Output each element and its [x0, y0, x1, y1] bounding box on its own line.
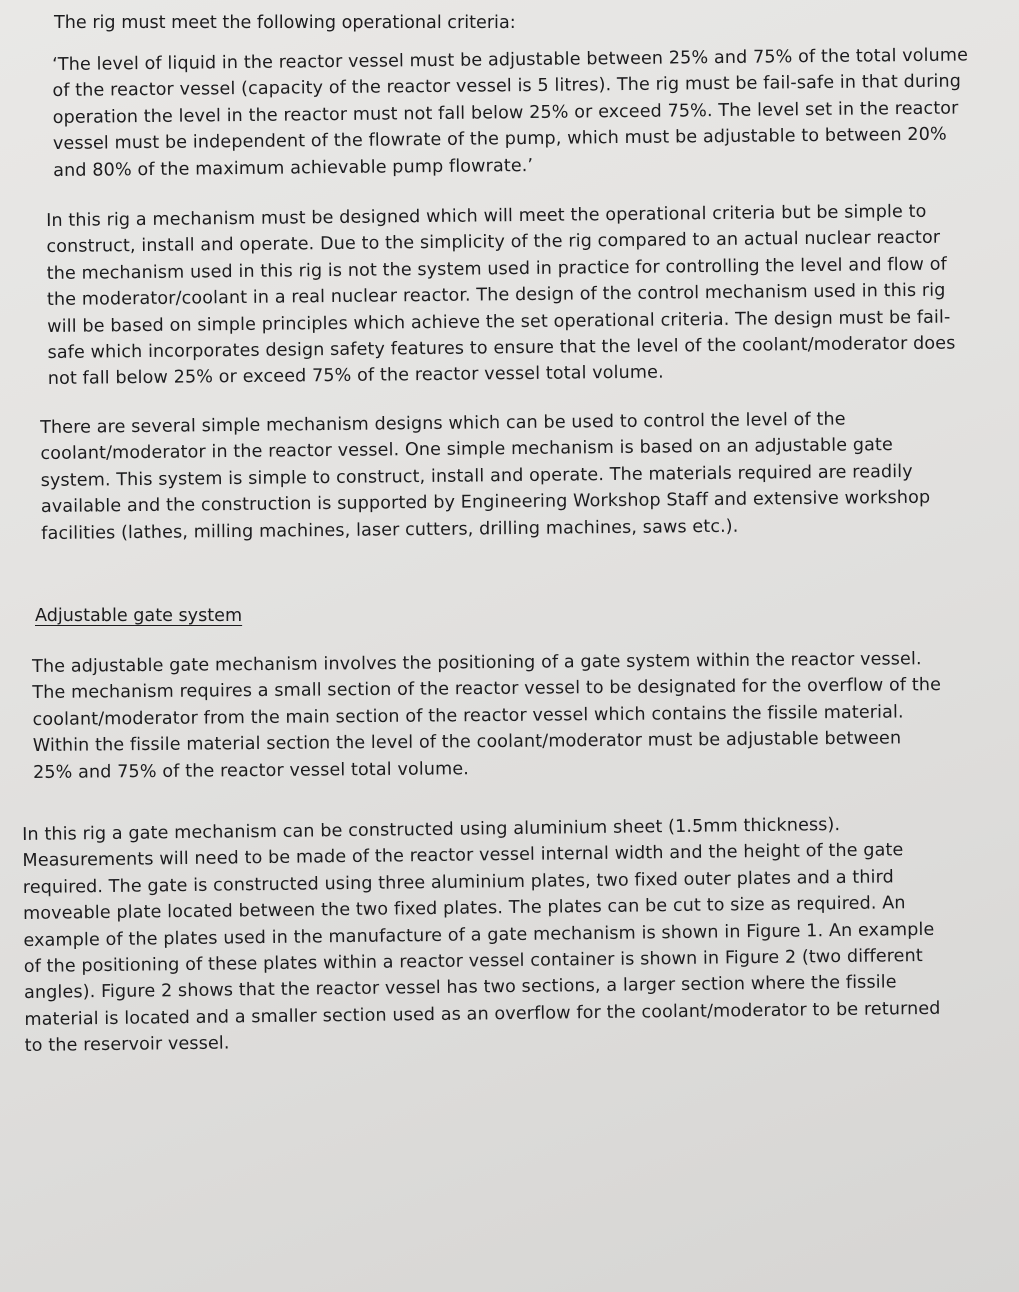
paragraph-line: coolant/moderator from the main section of the reactor vessel which contains the fissile material. [32, 702, 904, 730]
paragraph-line: the mechanism used in this rig is not the system used in practice for controlling the level and flow of [46, 254, 947, 284]
paragraph-line: not fall below 25% or exceed 75% of the reactor vessel total volume. [47, 362, 664, 390]
paragraph-line: the moderator/coolant in a real nuclear reactor. The design of the control mechanism used in this rig [46, 280, 946, 311]
quote-line: vessel must be independent of the flowrate of the pump, which must be adjustable to between 20% [52, 124, 947, 155]
paragraph-line: construct, install and operate. Due to the simplicity of the rig compared to an actual nuclear reactor [46, 228, 941, 258]
paragraph-line: system. This system is simple to construct, install and operate. The materials required are readily [40, 461, 913, 491]
paragraph-line: 25% and 75% of the reactor vessel total volume. [32, 758, 469, 783]
paragraph-line: will be based on simple principles which achieve the set operational criteria. The design must be fail- [47, 307, 951, 337]
quote-line: of the reactor vessel (capacity of the reactor vessel is 5 litres). The rig must be fail-safe in that during [52, 71, 962, 102]
paragraph-line: available and the construction is supported by Engineering Workshop Staff and extensive workshop [40, 487, 931, 518]
paragraph-line: The mechanism requires a small section of the reactor vessel to be designated for the overflow of the [32, 675, 942, 704]
paragraph-gate [32, 646, 955, 786]
paragraph-line: Measurements will need to be made of the reactor vessel internal width and the height of the gate [22, 840, 904, 872]
paragraph-line: angles). Figure 2 shows that the reactor vessel has two sections, a larger section where the fissile [23, 972, 897, 1004]
paragraph-line: facilities (lathes, milling machines, laser cutters, drilling machines, saws etc.). [41, 516, 739, 544]
paragraph-mechanism [46, 199, 956, 393]
paragraph-line: In this rig a mechanism must be designed which will meet the operational criteria but be simple to [46, 201, 927, 231]
paragraph-construction [22, 810, 971, 1059]
paragraph-line: required. The gate is constructed using three aluminium plates, two fixed outer plates and a third [22, 867, 894, 898]
paragraph-line: Within the fissile material section the level of the coolant/moderator must be adjustable between [32, 728, 902, 757]
criteria-quote [52, 43, 969, 184]
quote-line: and 80% of the maximum achievable pump flowrate.’ [53, 155, 534, 181]
paragraph-line: moveable plate located between the two fixed plates. The plates can be cut to size as required. An [23, 893, 906, 925]
paragraph-designs [40, 406, 943, 547]
paragraph-line: There are several simple mechanism designs which can be used to control the level of the [40, 409, 846, 438]
paragraph-line: coolant/moderator in the reactor vessel. One simple mechanism is based on an adjustable gate [40, 435, 894, 465]
paragraph-line: example of the plates used in the manufacture of a gate mechanism is shown in Figure 1. An example [23, 919, 935, 951]
quote-line: operation the level in the reactor must not fall below 25% or exceed 75%. The level set in the reactor [52, 98, 959, 128]
paragraph-line: material is located and a smaller section used as an overflow for the coolant/moderator to be returned [24, 998, 941, 1030]
paragraph-line: of the positioning of these plates within a reactor vessel container is shown in Figure 2 (two different [23, 946, 923, 978]
paragraph-line: safe which incorporates design safety features to ensure that the level of the coolant/moderator does [47, 333, 956, 364]
paragraph-line: The adjustable gate mechanism involves the positioning of a gate system within the reactor vessel. [32, 649, 922, 677]
paragraph-line: In this rig a gate mechanism can be constructed using aluminium sheet (1.5mm thickness). [22, 815, 841, 845]
intro-line: The rig must meet the following operational criteria: [54, 13, 516, 33]
paragraph-line: to the reservoir vessel. [24, 1033, 230, 1057]
quote-line: ‘The level of liquid in the reactor vessel must be adjustable between 25% and 75% of the total volume [52, 45, 969, 75]
section-heading: Adjustable gate system [35, 606, 243, 626]
